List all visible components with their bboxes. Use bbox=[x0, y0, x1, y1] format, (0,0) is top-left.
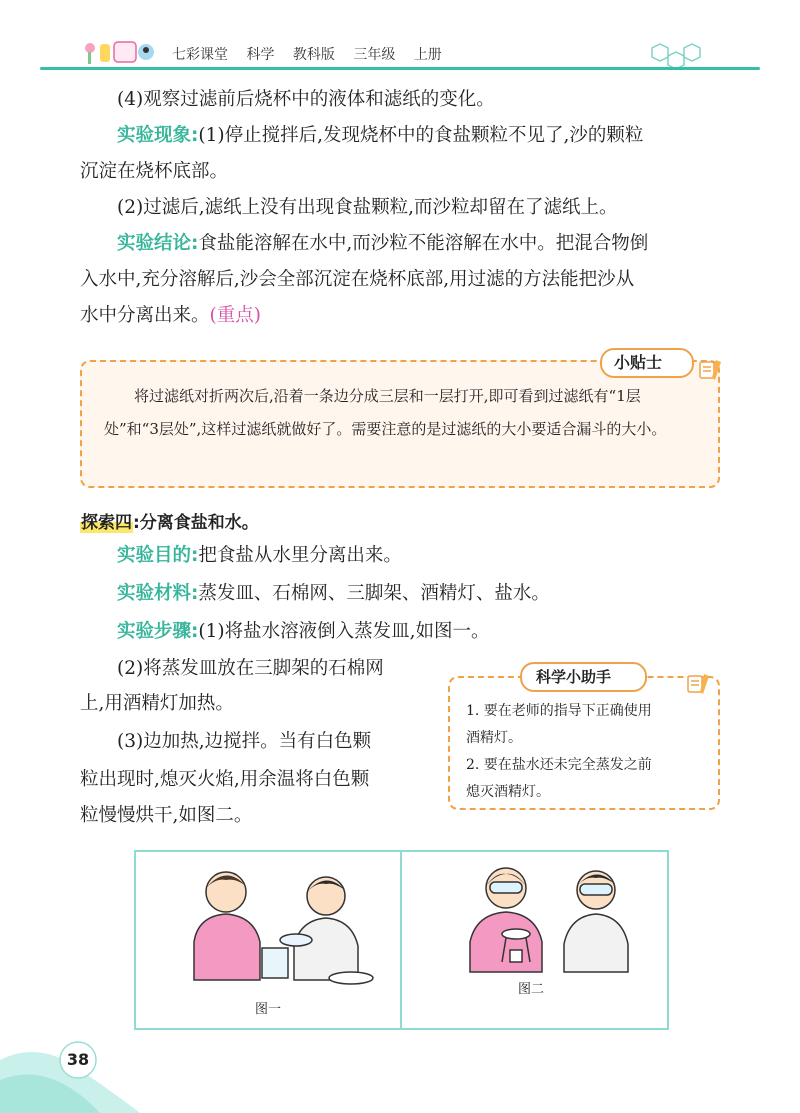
conclusion-text-1: 食盐能溶解在水中,而沙粒不能溶解在水中。把混合物倒 bbox=[198, 233, 649, 254]
conclusion-line-1 bbox=[80, 226, 720, 262]
phenomenon-line-1 bbox=[80, 118, 720, 154]
step1-text: (1)将盐水溶液倒入蒸发皿,如图一。 bbox=[198, 621, 490, 642]
tip-title-text: 小贴士 bbox=[613, 353, 662, 372]
figure-2-caption: 图二 bbox=[518, 982, 545, 997]
conclusion-line-3 bbox=[80, 298, 720, 334]
phenomenon-2-text: (2)过滤后,滤纸上没有出现食盐颗粒,而沙粒却留在了滤纸上。 bbox=[117, 197, 618, 218]
volume-name: 上册 bbox=[413, 47, 442, 63]
purpose-line bbox=[80, 538, 720, 574]
purpose-text: 把食盐从水里分离出来。 bbox=[198, 545, 402, 566]
page-number: 38 bbox=[66, 1050, 90, 1069]
step4-text: (4)观察过滤前后烧杯中的液体和滤纸的变化。 bbox=[117, 89, 495, 110]
steps-label: 实验步骤: bbox=[117, 621, 199, 642]
grade-name: 三年级 bbox=[353, 47, 396, 63]
pencil-icon bbox=[686, 672, 712, 698]
breadcrumb bbox=[172, 44, 456, 64]
subject-name: 科学 bbox=[246, 47, 275, 63]
helper-item-2b: 熄灭酒精灯。 bbox=[466, 784, 550, 800]
key-point-mark: (重点) bbox=[209, 305, 261, 326]
step3-line-2: 粒出现时,熄灭火焰,用余温将白色颗 bbox=[80, 769, 370, 790]
materials-text: 蒸发皿、石棉网、三脚架、酒精灯、盐水。 bbox=[198, 583, 550, 604]
phenomenon-text-1: (1)停止搅拌后,发现烧杯中的食盐颗粒不见了,沙的颗粒 bbox=[198, 125, 644, 146]
figure-1-illustration bbox=[176, 862, 376, 992]
helper-item-1b: 酒精灯。 bbox=[466, 730, 522, 746]
conclusion-text-3: 水中分离出来。 bbox=[80, 305, 210, 326]
step2-line-1: (2)将蒸发皿放在三脚架的石棉网 bbox=[117, 658, 384, 679]
page-header bbox=[0, 0, 800, 80]
figure-2-illustration bbox=[436, 858, 646, 978]
tip-text: 将过滤纸对折两次后,沿着一条边分成三层和一层打开,即可看到过滤纸有“1层处”和“3层处”,这样过滤纸就做好了。需要注意的是过滤纸的大小要适合漏斗的大小。 bbox=[104, 387, 667, 438]
helper-title-text: 科学小助手 bbox=[536, 668, 612, 686]
helper-item-1a: 1. 要在老师的指导下正确使用 bbox=[466, 703, 652, 719]
conclusion-label: 实验结论: bbox=[117, 233, 199, 254]
materials-line bbox=[80, 576, 720, 612]
section-heading bbox=[80, 508, 259, 533]
step2-line-2: 上,用酒精灯加热。 bbox=[80, 693, 234, 714]
tip-box bbox=[80, 353, 720, 488]
helper-item-2a: 2. 要在盐水还未完全蒸发之前 bbox=[466, 757, 652, 773]
pencil-icon bbox=[698, 358, 724, 384]
section-title: :分离食盐和水。 bbox=[133, 513, 259, 533]
figure-divider bbox=[400, 852, 402, 1028]
conclusion-line-2: 入水中,充分溶解后,沙会全部沉淀在烧杯底部,用过滤的方法能把沙从 bbox=[80, 269, 635, 290]
step3-line-3: 粒慢慢烘干,如图二。 bbox=[80, 805, 253, 826]
purpose-label: 实验目的: bbox=[117, 545, 199, 566]
materials-label: 实验材料: bbox=[117, 583, 199, 604]
helper-box bbox=[448, 668, 720, 810]
figure-panel bbox=[134, 850, 669, 1030]
header-rule bbox=[40, 67, 760, 70]
phenomenon-label: 实验现象: bbox=[117, 125, 199, 146]
section-label: 探索四 bbox=[81, 513, 132, 533]
helper-title bbox=[520, 662, 647, 692]
steps-line bbox=[80, 614, 720, 650]
helper-text bbox=[466, 698, 706, 806]
figure-1-caption: 图一 bbox=[255, 1002, 282, 1017]
tip-title bbox=[600, 348, 694, 378]
edition-name: 教科版 bbox=[292, 47, 335, 63]
series-logo-icon bbox=[82, 38, 162, 66]
phenomenon-line-2: 沉淀在烧杯底部。 bbox=[80, 161, 229, 182]
series-name: 七彩课堂 bbox=[172, 47, 228, 63]
step3-line-1: (3)边加热,边搅拌。当有白色颗 bbox=[117, 731, 372, 752]
